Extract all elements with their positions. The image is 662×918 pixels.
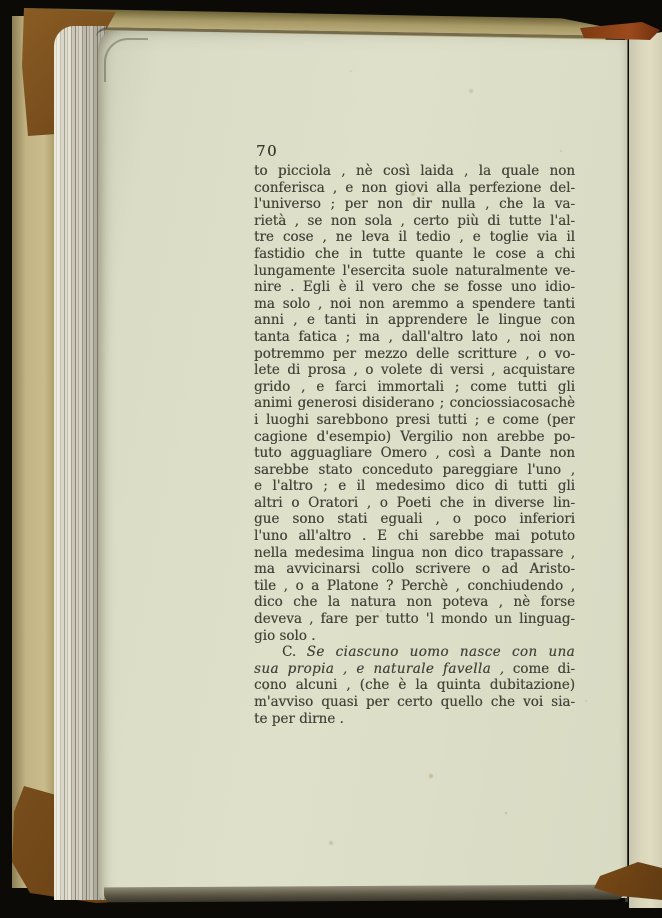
text-segment: conferisca , e non giovi alla perfezione del- (254, 179, 575, 196)
text-line (254, 694, 575, 711)
text-line (254, 628, 575, 645)
text-line (254, 528, 575, 545)
text-segment-italic: sua propia , e naturale favella , (254, 660, 505, 677)
text-segment-italic: Se ciascuno uomo nasce con una (306, 644, 575, 661)
text-segment: deveva , fare per tutto 'l mondo un linguag- (254, 611, 575, 628)
text-segment: ma solo , noi non aremmo a spendere tanti (254, 295, 575, 312)
text-segment: come di- (504, 660, 575, 677)
text-line (254, 362, 575, 379)
text-segment: gue sono stati eguali , o poco inferiori (254, 511, 575, 528)
text-segment: lete di prosa , o volete di versi , acquistare (254, 362, 575, 379)
text-segment: rietà , se non sola , certo più di tutte l'al- (254, 212, 575, 229)
text-segment: altri o Oratori , o Poeti che in diverse lin- (254, 494, 575, 511)
text-segment: C. (282, 644, 307, 661)
text-line (254, 511, 575, 528)
text-segment: cagione d'esempio) Vergilio non arebbe po- (254, 428, 575, 445)
text-line (254, 677, 575, 694)
text-segment: tre cose , ne leva il tedio , e toglie via il (254, 229, 575, 246)
text-segment: grido , e farci immortali ; come tutti gli (254, 378, 575, 395)
paper-foxing-speckles (0, 0, 2, 2)
text-line (254, 711, 575, 728)
text-line (254, 412, 575, 429)
page-bottom-shadow (104, 885, 624, 903)
text-segment: animi generosi disiderano ; conciossiacosachè (254, 395, 575, 412)
text-segment: anni , e tanti in apprendere le lingue con (254, 312, 575, 329)
adjacent-page-edge (629, 30, 662, 908)
text-segment: gio solo . (254, 627, 316, 644)
text-line (254, 213, 575, 230)
page-corner-crease (104, 38, 148, 82)
text-line (254, 611, 575, 628)
text-line (254, 495, 575, 512)
text-segment: l'universo ; per non dir nulla , che la va- (254, 196, 575, 213)
text-line (254, 346, 575, 363)
text-segment: ma avvicinarsi collo scrivere o ad Aristo- (254, 561, 575, 578)
text-line (254, 229, 575, 246)
text-segment: lungamente l'esercita suole naturalmente ve- (254, 262, 575, 279)
text-line (254, 246, 575, 263)
text-line (254, 263, 575, 280)
text-line (254, 661, 575, 678)
text-segment: nire . Egli è il vero che se fosse uno idio- (254, 279, 575, 296)
text-line (254, 329, 575, 346)
text-line (254, 462, 575, 479)
text-line (254, 429, 575, 446)
text-line (254, 180, 575, 197)
text-line (254, 196, 575, 213)
text-line (254, 644, 575, 661)
text-segment: tile , o a Platone ? Perchè , conchiudendo , (254, 577, 575, 594)
text-segment: te per dirne . (254, 710, 344, 727)
text-line (254, 478, 575, 495)
text-block (254, 163, 575, 727)
text-line (254, 578, 575, 595)
text-line (254, 163, 575, 180)
text-segment: sarebbe stato conceduto pareggiare l'uno , (254, 461, 575, 478)
text-line (254, 561, 575, 578)
text-segment: potremmo per mezzo delle scritture , o vo- (254, 345, 575, 362)
text-segment: dico che la natura non poteva , nè forse (254, 594, 575, 611)
text-line (254, 379, 575, 396)
text-segment: e l'altro ; e il medesimo dico di tutti gli (254, 478, 575, 495)
text-segment: m'avviso quasi per certo quello che voi sia- (254, 694, 575, 710)
text-line (254, 296, 575, 313)
text-segment: i luoghi sarebbono presi tutti ; e come (per (254, 411, 575, 428)
text-line (254, 445, 575, 462)
text-line (254, 594, 575, 611)
page-number: 70 (256, 142, 279, 160)
text-line (254, 545, 575, 562)
text-segment: tanta fatica ; ma , dall'altro lato , noi non (254, 328, 575, 345)
text-line (254, 279, 575, 296)
text-segment: cono alcuni , (che è la quinta dubitazione) (254, 677, 575, 694)
text-segment: l'uno all'altro . E chi sarebbe mai potuto (254, 528, 575, 545)
page-edges-left (12, 16, 58, 888)
text-segment: fastidio che in tutte quante le cose a chi (254, 245, 575, 262)
text-segment: nella medesima lingua non dico trapassare , (254, 544, 575, 561)
text-segment: tuto agguagliare Omero , così a Dante non (254, 445, 575, 462)
text-line (254, 312, 575, 329)
text-segment: to picciola , nè così laida , la quale non (254, 163, 575, 179)
text-line (254, 395, 575, 412)
